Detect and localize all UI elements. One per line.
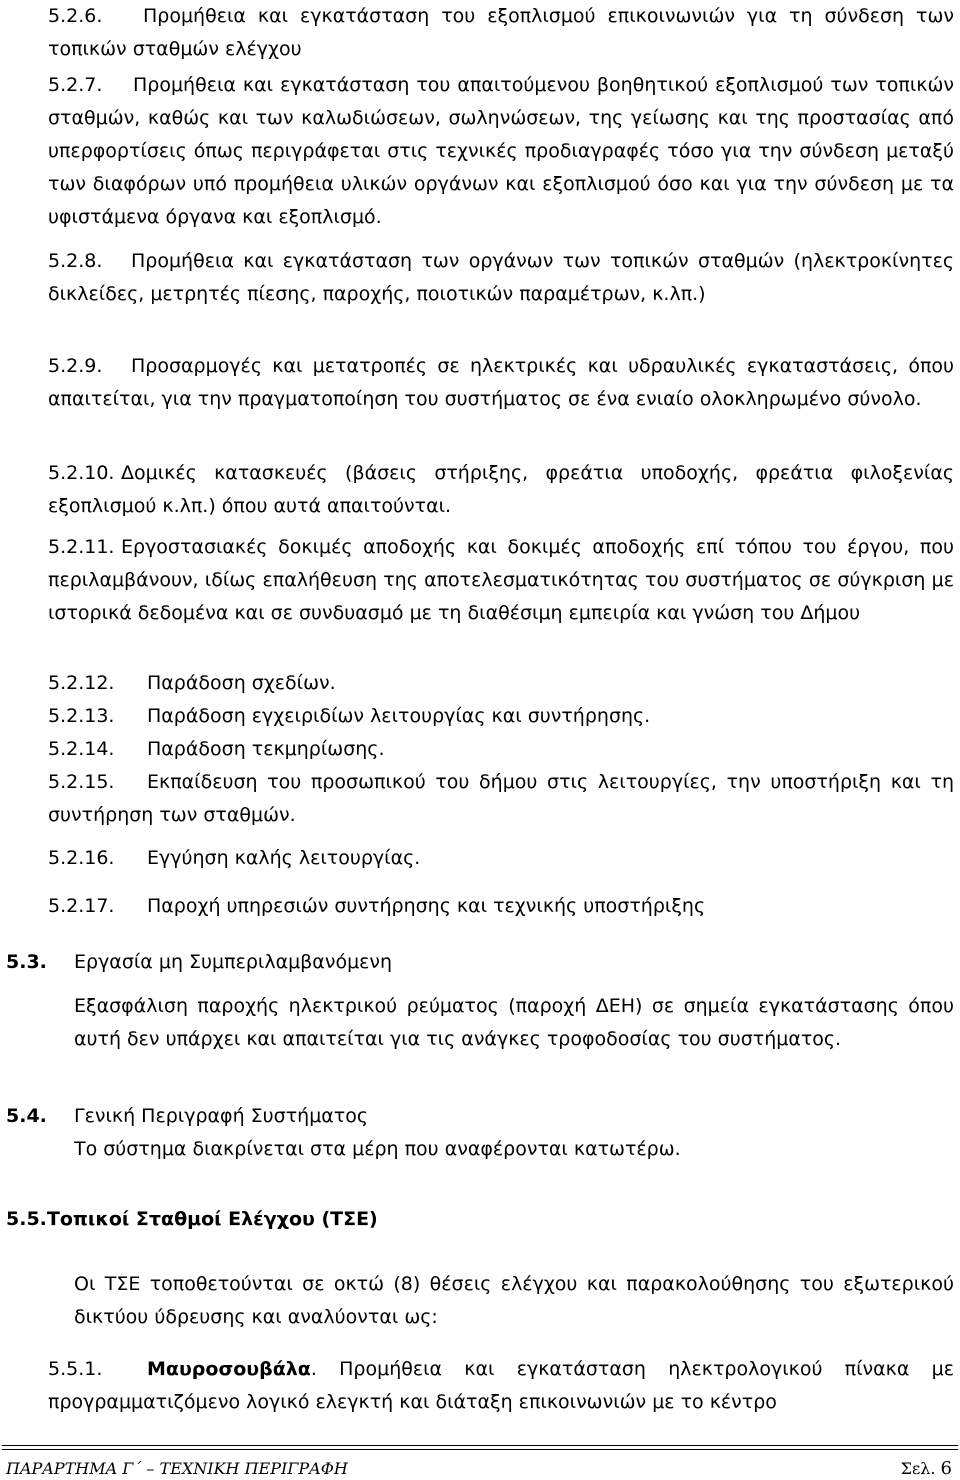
section-title: Εργασία μη Συμπεριλαμβανόμενη [74, 951, 393, 973]
footer-divider [2, 1449, 958, 1450]
page-footer [6, 1458, 952, 1480]
item-text: Παροχή υπηρεσιών συντήρησης και τεχνικής υποστήριξης [147, 895, 706, 917]
item-number: 5.2.7. [48, 74, 103, 96]
list-item [48, 0, 954, 66]
item-text: Προσαρμογές και μετατροπές σε ηλεκτρικές και υδραυλικές εγκαταστάσεις, όπου απαιτείται, για την πραγματοποίηση του συστήματος σε ένα ενιαίο ολοκληρωμένο σύνολο. [48, 355, 954, 410]
item-text: Εργοστασιακές δοκιμές αποδοχής και δοκιμές αποδοχής επί τόπου του έργου, που περιλαμβάνουν, ιδίως επαλήθευση της αποτελεσματικότητας του συστήματος σε σύγκριση με ιστορικά δεδομένα και σε συνδυασμό με τη διαθέσιμη εμπειρία και γνώση του Δήμου [48, 536, 954, 624]
list-item [48, 531, 954, 630]
list-item [48, 667, 954, 700]
list-item [48, 733, 954, 766]
item-number: 5.2.15. [48, 771, 115, 793]
list-item [48, 350, 954, 416]
item-text: Εκπαίδευση του προσωπικού του δήμου στις λειτουργίες, την υποστήριξη και τη συντήρηση των σταθμών. [48, 771, 954, 826]
section-body: Το σύστημα διακρίνεται στα μέρη που αναφέρονται κατωτέρω. [74, 1138, 681, 1160]
page-indicator [901, 1458, 952, 1480]
section-number: 5.5. [6, 1208, 47, 1230]
item-number: 5.2.10. [48, 462, 115, 484]
list-item [48, 890, 954, 923]
item-text: Δομικές κατασκευές (βάσεις στήριξης, φρεάτια υποδοχής, φρεάτια φιλοξενίας εξοπλισμού κ.λπ.) όπου αυτά απαιτούνται. [48, 462, 954, 517]
footer-title: ΠΑΡΑΡΤΗΜΑ Γ΄ – ΤΕΧΝΙΚΗ ΠΕΡΙΓΡΑΦΗ [6, 1459, 348, 1478]
item-number: 5.2.11. [48, 536, 115, 558]
item-number: 5.2.9. [48, 355, 103, 377]
item-text: Παράδοση τεκμηρίωσης. [147, 738, 385, 760]
page-number: 6 [940, 1458, 952, 1479]
section-body: Εξασφάλιση παροχής ηλεκτρικού ρεύματος (παροχή ΔΕΗ) σε σημεία εγκατάστασης όπου αυτή δεν υπάρχει και απαιτείται για τις ανάγκες τροφοδοσίας του συστήματος. [74, 995, 954, 1050]
list-item [48, 842, 954, 875]
item-text: Προμήθεια και εγκατάσταση του απαιτούμενου βοηθητικού εξοπλισμού των τοπικών σταθμών, καθώς και των καλωδιώσεων, σωληνώσεων, της γείωσης και της προστασίας από υπερφορτίσεις όπως περιγράφεται στις τεχνικές προδιαγραφές τόσο για την σύνδεση μεταξύ των διαφόρων υπό προμήθεια υλικών οργάνων και εξοπλισμού όσο και για την σύνδεση με τα υφιστάμενα όργανα και εξοπλισμό. [48, 74, 954, 228]
list-item [48, 1353, 954, 1419]
item-text: . Προμήθεια και εγκατάσταση ηλεκτρολογικού πίνακα με προγραμματιζόμενο λογικό ελεγκτή και διάταξη επικοινωνιών με το κέντρο [48, 1358, 954, 1413]
item-number: 5.2.6. [48, 5, 103, 27]
section-number: 5.3. [6, 951, 47, 973]
item-text: Παράδοση σχεδίων. [147, 672, 336, 694]
section-title: Τοπικοί Σταθμοί Ελέγχου (ΤΣΕ) [46, 1208, 378, 1230]
footer-divider [2, 1445, 958, 1446]
section-number: 5.4. [6, 1105, 47, 1127]
list-item [48, 700, 954, 733]
list-item [48, 766, 954, 832]
list-item [48, 245, 954, 311]
list-item [48, 69, 954, 234]
item-number: 5.2.14. [48, 738, 115, 760]
item-number: 5.2.17. [48, 895, 115, 917]
list-item [48, 457, 954, 523]
item-number: 5.5.1. [48, 1358, 103, 1380]
section-title: Γενική Περιγραφή Συστήματος [74, 1105, 369, 1127]
item-text: Εγγύηση καλής λειτουργίας. [147, 847, 421, 869]
section-heading [6, 1203, 954, 1236]
item-number: 5.2.13. [48, 705, 115, 727]
item-text: Προμήθεια και εγκατάσταση του εξοπλισμού επικοινωνιών για τη σύνδεση των τοπικών σταθμών ελέγχου [48, 5, 954, 60]
page-label: Σελ. [900, 1459, 941, 1478]
item-text: Παράδοση εγχειριδίων λειτουργίας και συντήρησης. [147, 705, 651, 727]
item-number: 5.2.16. [48, 847, 115, 869]
item-text: Προμήθεια και εγκατάσταση των οργάνων των τοπικών σταθμών (ηλεκτροκίνητες δικλείδες, μετρητές πίεσης, παροχής, ποιοτικών παραμέτρων, κ.λπ.) [48, 250, 954, 305]
item-number: 5.2.8. [48, 250, 103, 272]
section-body: Οι ΤΣΕ τοποθετούνται σε οκτώ (8) θέσεις ελέγχου και παρακολούθησης του εξωτερικού δικτύου ύδρευσης και αναλύονται ως: [74, 1273, 954, 1328]
item-number: 5.2.12. [48, 672, 115, 694]
item-bold-name: Μαυροσουβάλα [147, 1358, 311, 1380]
